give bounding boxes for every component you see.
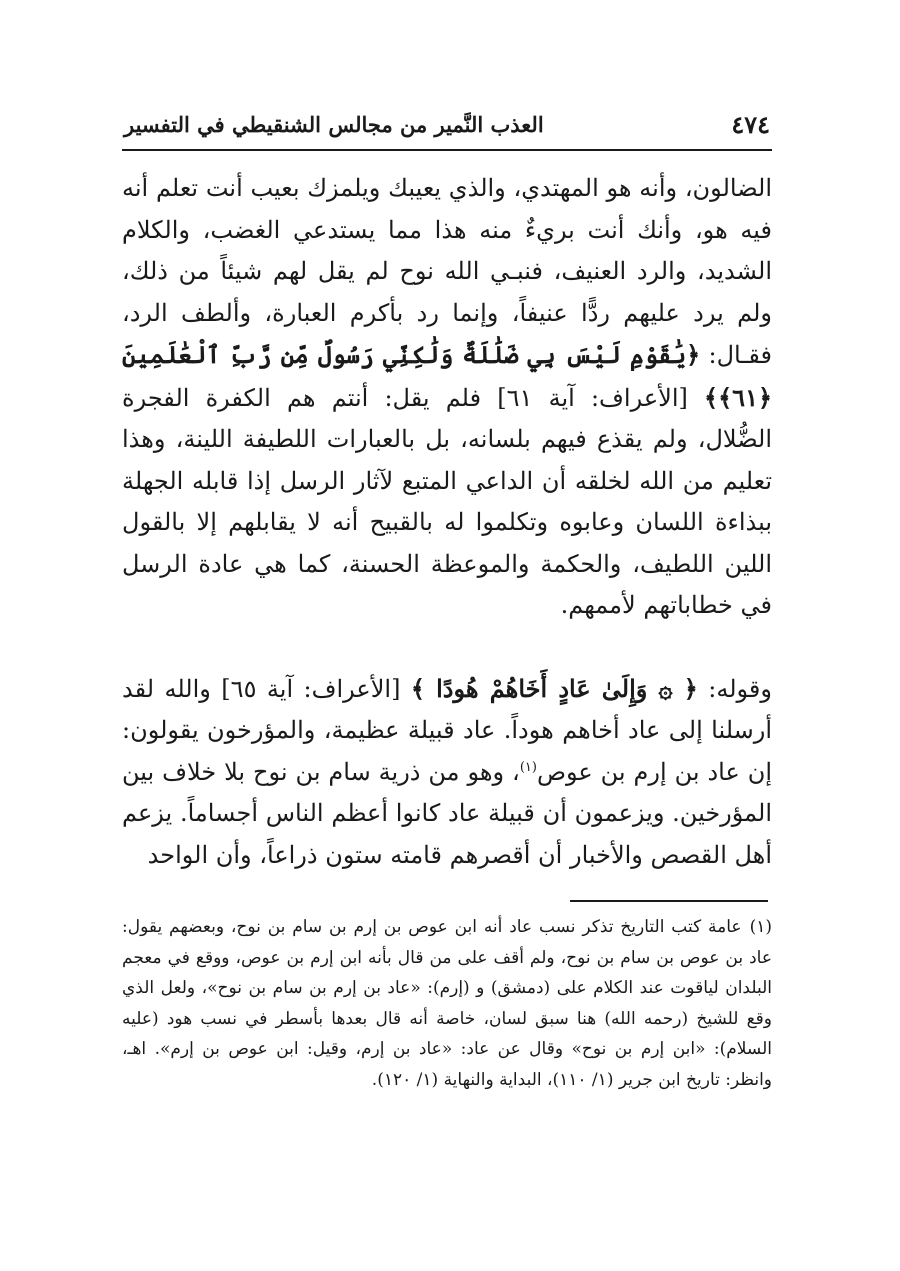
footnote-1	[122, 912, 772, 1095]
footnote-reference[interactable]: (١)	[519, 759, 537, 775]
main-text	[122, 168, 772, 876]
footnote-text: عامة كتب التاريخ تذكر نسب عاد أنه ابن عوص بن إرم بن سام بن نوح، وبعضهم يقول: عاد بن عوص بن سام بن نوح، ولم أقف على من قال بأنه ابن إرم بن عوص، ووقع في معجم البلدان لياقوت عند الكلام على (دمشق) و (إرم): «عاد بن إرم بن سام بن نوح»، ولعل الذي وقع للشيخ (رحمه الله) هنا سبق لسان، خاصة أنه قال بعدها بأسطر في نسب هود (عليه السلام): «ابن إرم بن نوح» وقال عن عاد: «عاد بن إرم، وقيل: ابن عوص بن إرم». اهـ، وانظر: تاريخ ابن جرير (١/ ١١٠)، البداية والنهاية (١/ ١٢٠).	[122, 917, 772, 1090]
page-number: ٤٧٤	[731, 110, 770, 139]
paragraph-2-text-mid: [الأعراف: آية ٦٥] والله لقد أرسلنا إلى عاد أخاهم هوداً. عاد قبيلة عظيمة، والمؤرخون يقولون: إن عاد بن إرم بن عوص	[122, 674, 773, 786]
paragraph-2-text-after: ، وهو من ذرية سام بن نوح بلا خلاف بين المؤرخين. ويزعمون أن قبيلة عاد كانوا أعظم الناس أجساماً. يزعم أهل القصص والأخبار أن أقصرهم قامته ستون ذراعاً، وأن الواحد	[122, 757, 772, 869]
running-header	[124, 108, 770, 148]
footnote-number: (١)	[749, 917, 772, 937]
paragraph-1-text-before: الضالون، وأنه هو المهتدي، والذي يعيبك ويلمزك بعيب أنت تعلم أنه فيه هو، وأنك أنت بريءٌ منه هذا مما يستدعي الغضب، والكلام الشديد، والرد العنيف، فنبـي الله نوح لم يقل لهم شيئاً من ذلك، ولم يرد عليهم ردًّا عنيفاً، وإنما رد بأكرم العبارة، وألطف الرد، فقـال:	[122, 174, 773, 369]
paragraph-1	[122, 168, 772, 627]
paragraph-2-text-before: وقوله:	[697, 674, 772, 703]
running-title: العذب النَّمير من مجالس الشنقيطي في التفسير	[124, 112, 544, 137]
quran-verse-araf-65: ﴿ ۞ وَإِلَىٰ عَادٍ أَخَاهُمْ هُودًا ﴾	[410, 673, 698, 703]
paragraph-2	[122, 668, 772, 877]
header-divider	[122, 149, 772, 151]
paragraph-1-text-after: [الأعراف: آية ٦١] فلم يقل: أنتم هم الكفرة الفجرة الضُّلال، ولم يقذع فيهم بلسانه، بل بالعبارات اللطيفة اللينة، وهذا تعليم من الله لخلقه أن الداعي المتبع لآثار الرسل إذا قابله الجهلة ببذاءة اللسان وعابوه وتكلموا له بالقبيح أنه لا يقابلهم إلا بالقول اللين اللطيف، والحكمة والموعظة الحسنة، كما هي عادة الرسل في خطاباتهم لأممهم.	[122, 383, 772, 619]
footnote-divider	[570, 900, 768, 902]
quran-verse-araf-61: ﴿يَٰقَوْمِ لَيْسَ بِي ضَلَٰلَةٌ وَلَٰكِنِّي رَسُولٌ مِّن رَّبِّ ٱلْعَٰلَمِينَ ﴿٦١﴾﴾	[122, 340, 773, 412]
